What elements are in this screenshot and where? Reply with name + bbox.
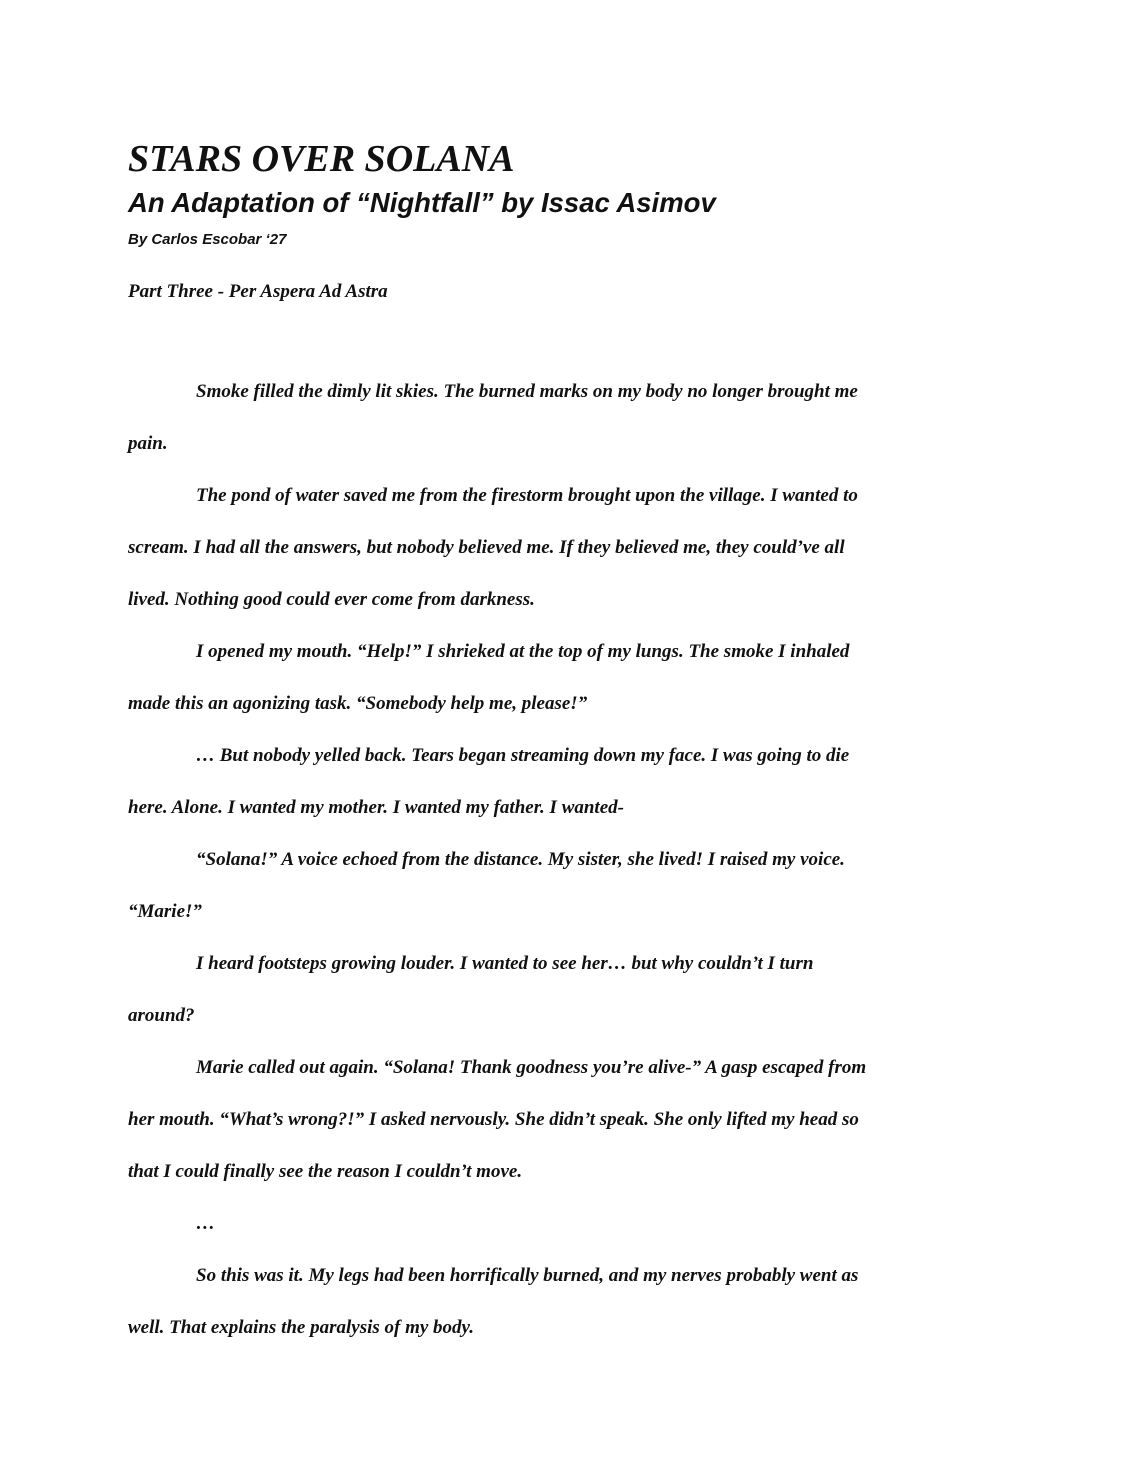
- body-line: scream. I had all the answers, but nobody believed me. If they believed me, they could’ve all: [128, 537, 845, 558]
- body-line: “Marie!”: [128, 901, 202, 922]
- body-line: well. That explains the paralysis of my body.: [128, 1317, 475, 1338]
- body-line: So this was it. My legs had been horrifically burned, and my nerves probably went as: [196, 1265, 859, 1286]
- body-line: Marie called out again. “Solana! Thank goodness you’re alive-” A gasp escaped from: [196, 1057, 867, 1078]
- scene-break: …: [196, 1213, 215, 1234]
- body-line: that I could finally see the reason I couldn’t move.: [128, 1161, 523, 1182]
- body-line: … But nobody yelled back. Tears began streaming down my face. I was going to die: [196, 745, 850, 766]
- body-line: I opened my mouth. “Help!” I shrieked at the top of my lungs. The smoke I inhaled: [196, 641, 850, 662]
- body-line: lived. Nothing good could ever come from darkness.: [128, 589, 535, 610]
- body-line: The pond of water saved me from the firestorm brought upon the village. I wanted to: [196, 485, 858, 506]
- body-line: pain.: [128, 433, 168, 454]
- body-line: made this an agonizing task. “Somebody help me, please!”: [128, 693, 588, 714]
- body-line: around?: [128, 1005, 195, 1026]
- body-line: I heard footsteps growing louder. I wanted to see her… but why couldn’t I turn: [196, 953, 814, 974]
- author-byline: By Carlos Escobar ‘27: [128, 231, 287, 248]
- part-heading: Part Three - Per Aspera Ad Astra: [128, 281, 388, 302]
- story-title: STARS OVER SOLANA: [128, 138, 515, 180]
- body-line: her mouth. “What’s wrong?!” I asked nervously. She didn’t speak. She only lifted my head so: [128, 1109, 859, 1130]
- body-line: “Solana!” A voice echoed from the distance. My sister, she lived! I raised my voice.: [196, 849, 845, 870]
- body-line: Smoke filled the dimly lit skies. The burned marks on my body no longer brought me: [196, 381, 858, 402]
- body-line: here. Alone. I wanted my mother. I wanted my father. I wanted-: [128, 797, 624, 818]
- story-subtitle: An Adaptation of “Nightfall” by Issac Asimov: [128, 187, 716, 218]
